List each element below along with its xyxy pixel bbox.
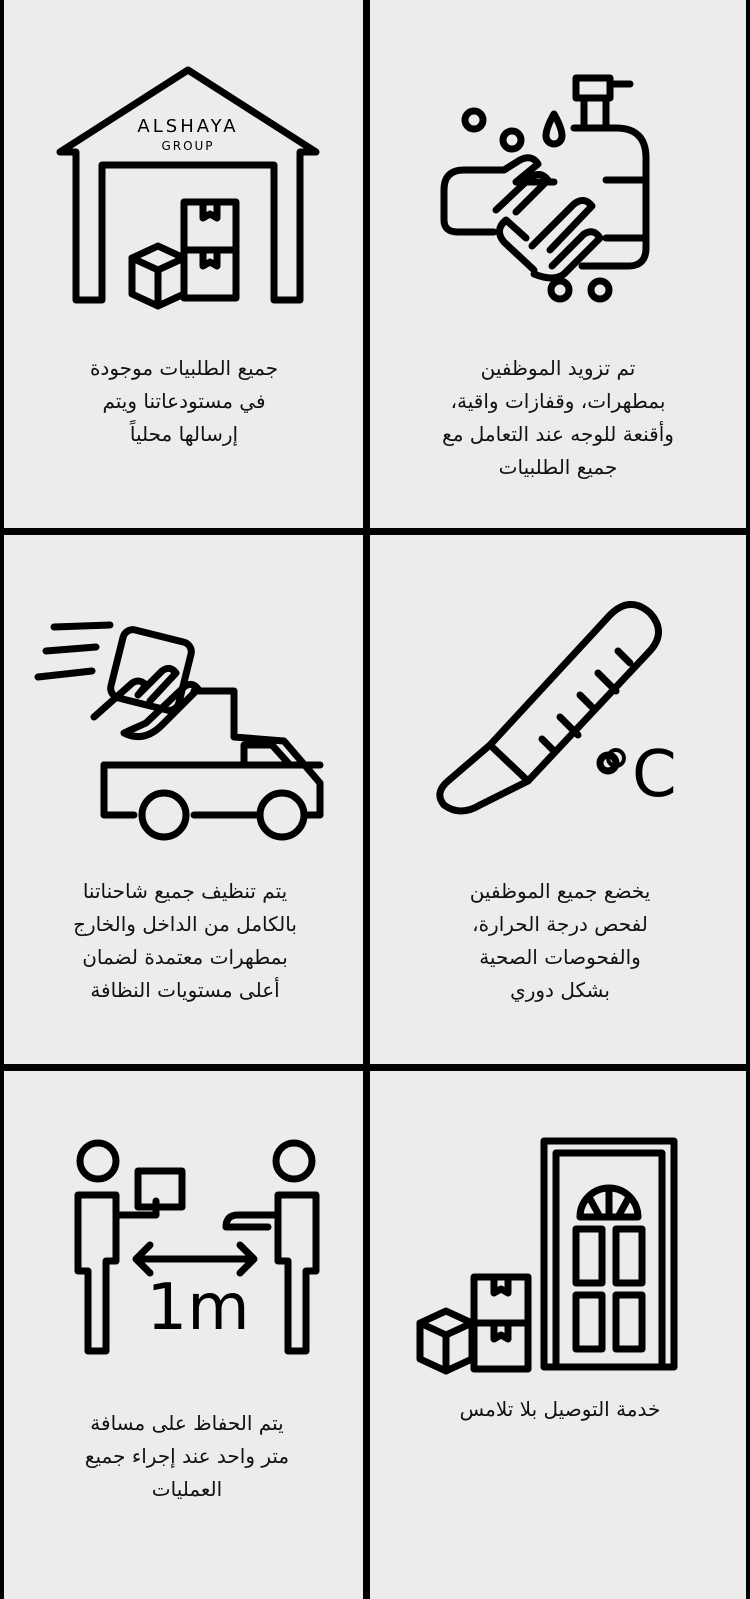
thermometer-icon (430, 595, 680, 835)
logo-line-1: ALSHAYA (137, 116, 239, 137)
caption-warehouse: جميع الطلبيات موجودة في مستودعاتنا ويتم إرسالها محلياً (89, 356, 279, 446)
panel-warehouse (4, 0, 363, 528)
hand-sanitizer-icon (434, 70, 674, 310)
warehouse-icon (48, 60, 328, 310)
grid-line-right-edge (746, 0, 750, 1599)
caption-distance: يتم الحفاظ على مسافة متر واحد عند إجراء جميع العمليات (84, 1411, 290, 1501)
caption-sanitizer: تم تزويد الموظفين بمطهرات، وقفازات واقية، وأقنعة للوجه عند التعامل مع جميع الطلبيات (442, 356, 674, 479)
caption-temperature: يخضع جميع الموظفين لفحص درجة الحرارة، والفحوصات الصحية بشكل دوري (469, 879, 651, 1002)
panel-cleaning (4, 535, 363, 1064)
logo-line-2: GROUP (161, 139, 215, 153)
panel-distance (4, 1071, 363, 1599)
distance-label: 1m (146, 1271, 250, 1345)
grid-line-vertical (363, 0, 370, 1599)
panel-temperature (370, 535, 746, 1064)
caption-cleaning: يتم تنظيف جميع شاحناتنا بالكامل من الداخل والخارج بمطهرات معتمدة لضمان أعلى مستويات النظافة (73, 879, 297, 1002)
caption-contactless: خدمة التوصيل بلا تلامس (459, 1397, 661, 1421)
celsius-unit: °C (600, 738, 677, 812)
social-distance-icon (68, 1131, 328, 1361)
panel-sanitizer (370, 0, 746, 528)
logo-alshaya (48, 116, 328, 153)
contactless-delivery-icon (414, 1137, 694, 1377)
grid-line-horizontal-2 (0, 1064, 750, 1071)
panel-contactless (370, 1071, 746, 1599)
truck-cleaning-icon (34, 615, 334, 845)
grid-line-horizontal-1 (0, 528, 750, 535)
